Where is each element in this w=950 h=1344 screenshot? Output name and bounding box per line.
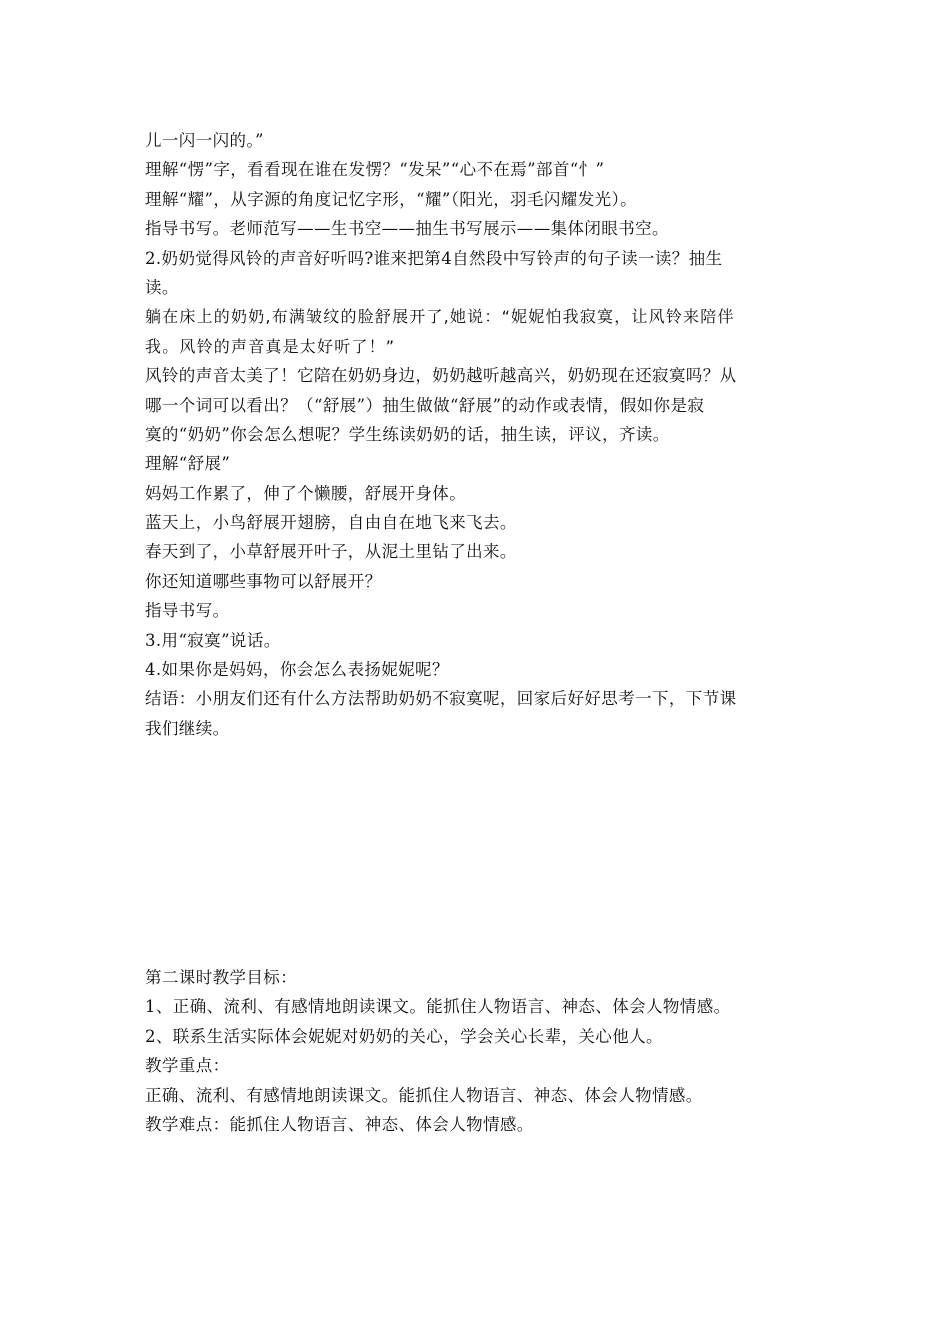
objective-item: 1、正确、流利、有感情地朗读课文。能抓住人物语言、神态、体会人物情感。 <box>145 997 731 1017</box>
text-line: 读。 <box>145 277 179 297</box>
text-line: 4.如果你是妈妈，你会怎么表扬妮妮呢？ <box>145 660 449 680</box>
objective-item: 2、联系生活实际体会妮妮对奶奶的关心，学会关心长辈，关心他人。 <box>145 1026 663 1046</box>
text-line: 理解“愣”字，看看现在谁在发愣？“发呆”“心不在焉”部首“忄” <box>145 160 605 180</box>
text-line: 我们继续。 <box>145 718 230 738</box>
text-line: 2.奶奶觉得风铃的声音好听吗?谁来把第4自然段中写铃声的句子读一读？抽生 <box>145 248 723 268</box>
text-line: 春天到了，小草舒展开叶子，从泥土里钻了出来。 <box>145 542 517 562</box>
text-line: 理解“耀”，从字源的角度记忆字形，“耀”（阳光，羽毛闪耀发光）。 <box>145 189 638 209</box>
quoted-text-line: 躺在床上的奶奶,布满皱纹的脸舒展开了,她说：“妮妮怕我寂寞，让风铃来陪伴 <box>145 307 735 327</box>
quoted-text-line: 我。风铃的声音真是太好听了！” <box>145 336 396 356</box>
text-line: 指导书写。老师范写——生书空——抽生书写展示——集体闭眼书空。 <box>145 219 669 239</box>
text-line: 你还知道哪些事物可以舒展开？ <box>145 571 382 591</box>
text-line: 3.用“寂寞”说话。 <box>145 630 281 650</box>
text-line: 哪一个词可以看出？（“舒展”）抽生做做“舒展”的动作或表情，假如你是寂 <box>145 395 705 415</box>
text-line: 风铃的声音太美了！它陪在奶奶身边，奶奶越听越高兴，奶奶现在还寂寞吗？从 <box>145 366 737 386</box>
key-points-label: 教学重点： <box>145 1056 230 1076</box>
text-line: 理解“舒展” <box>145 454 231 474</box>
text-line: 结语：小朋友们还有什么方法帮助奶奶不寂寞呢，回家后好好思考一下，下节课 <box>145 689 737 709</box>
text-line: 寞的“奶奶”你会怎么想呢？学生练读奶奶的话，抽生读，评议，齐读。 <box>145 424 670 444</box>
text-line: 蓝天上，小鸟舒展开翅膀，自由自在地飞来飞去。 <box>145 513 517 533</box>
text-line: 妈妈工作累了，伸了个懒腰，舒展开身体。 <box>145 483 467 503</box>
text-line: 指导书写。 <box>145 601 230 621</box>
section-heading: 第二课时教学目标： <box>145 968 298 987</box>
difficulties-text: 教学难点：能抓住人物语言、神态、体会人物情感。 <box>145 1114 534 1134</box>
text-line: 儿一闪一闪的。” <box>145 131 264 150</box>
lesson-part-one <box>145 126 825 743</box>
lesson-part-two <box>145 963 825 1139</box>
key-points-text: 正确、流利、有感情地朗读课文。能抓住人物语言、神态、体会人物情感。 <box>145 1085 703 1105</box>
